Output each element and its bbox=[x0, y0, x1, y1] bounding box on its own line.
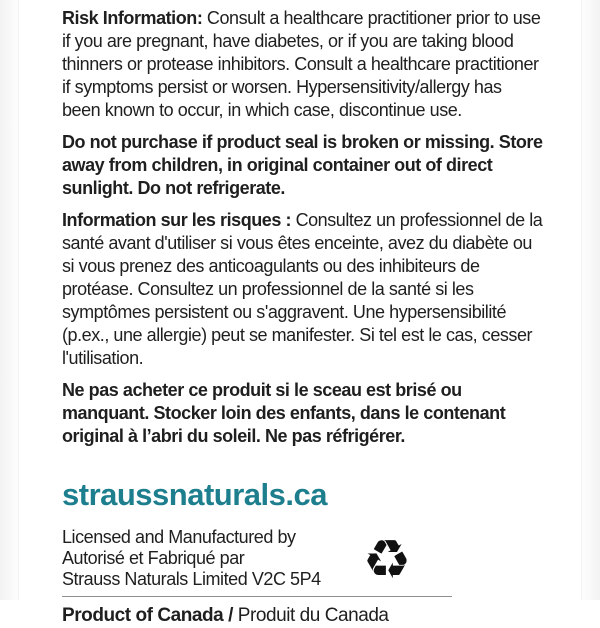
manufacturer-line-en: Licensed and Manufactured by bbox=[62, 527, 296, 547]
footer-divider bbox=[62, 596, 452, 597]
risk-information-fr-body: Consultez un professionnel de la santé avant d'utiliser si vous êtes enceinte, avez du diabète ou si vous prenez des anticoagulants ou des inhibiteurs de protéase. Consultez un professionnel de la santé si les symptômes persistent ou s'aggravent. Une hypersensibilité (p.ex., une allergie) peut se manifester. Si tel est le cas, cesser l'utilisation. bbox=[62, 210, 543, 368]
country-of-origin bbox=[62, 604, 544, 628]
risk-information-en-heading: Risk Information: bbox=[62, 8, 203, 28]
manufacturer-name-postal: Strauss Naturals Limited V2C 5P4 bbox=[62, 569, 321, 589]
risk-information-fr-heading: Information sur les risques : bbox=[62, 210, 292, 230]
manufacturer-lines bbox=[62, 527, 321, 590]
storage-warning-en-paragraph: Do not purchase if product seal is broken or missing. Store away from children, in original container out of direct sunlight. Do not refrigerate. bbox=[62, 132, 543, 198]
website-url: straussnaturals.ca bbox=[62, 477, 327, 512]
risk-information-fr-paragraph bbox=[62, 209, 544, 370]
manufacturer-line-fr: Autorisé et Fabriqué par bbox=[62, 548, 245, 568]
storage-warning-fr-paragraph: Ne pas acheter ce produit si le sceau est brisé ou manquant. Stocker loin des enfants, dans le contenant original à l’abri du soleil. Ne pas réfrigérer. bbox=[62, 380, 506, 446]
recycling-icon: ♻ bbox=[362, 527, 412, 591]
manufacturer-section bbox=[62, 527, 544, 590]
origin-en: Product of Canada / bbox=[62, 605, 233, 626]
risk-information-en-body: Consult a healthcare practitioner prior to use if you are pregnant, have diabetes, or if you are taking blood thinners or protease inhibitors. Consult a healthcare practitioner if symptoms persist or worsen. Hypersensitivity/allergy has been known to occur, in which case, discontinue use. bbox=[62, 8, 541, 120]
risk-information-en-paragraph bbox=[62, 7, 544, 122]
origin-fr: Produit du Canada bbox=[232, 605, 389, 626]
